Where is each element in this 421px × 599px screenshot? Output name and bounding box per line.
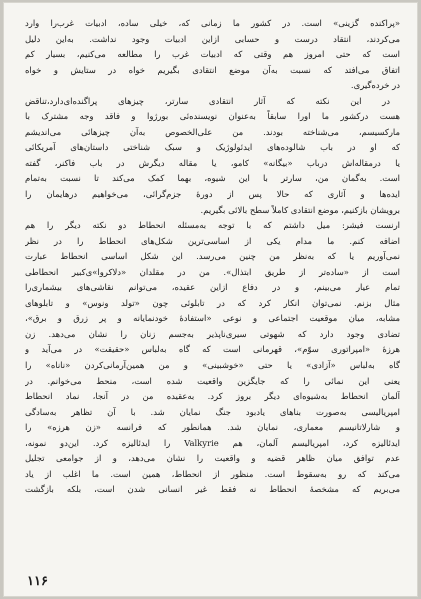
text-line: هست درکشور ما اورا سابقاً به‌عنوان نویسنده‌ئی بورژوا و فاقد وجه مشترک با: [25, 111, 400, 122]
text-line: تضادی وجود دارد که شهوتی سیری‌ناپذیر به‌جسم زنان را نشان می‌دهد. زن: [25, 328, 400, 339]
text-line: ایدئالیزه کرد، امپریالیسم آلمان، هم Valkyrie را ایدئالیزه کرد. این‌دو نمونه،: [25, 437, 400, 448]
text-line: می‌کردند، انتقاد درست و حسابی ازاین ادبیات وجود نداشت. به‌این دلیل: [25, 33, 400, 44]
page-number: ۱۱۶: [27, 574, 48, 589]
text-line: «پراکنده گزینی» است. در کشور ما زمانی که، خیلی ساده، ادبیات غرب‌را وارد: [25, 18, 400, 28]
text-line: برویشان بازکنیم، موضع انتقادی کاملاً سطح بالائی بگیریم.: [200, 204, 400, 215]
text-line: مثال بزنم. نمی‌توان انکار کرد که در تابلوئی چون «تولد ونوس» و تابلوهای: [25, 297, 400, 308]
text-line: در این نکته که آثار انتقادی سارتر، چیزهای پراگنده‌ای‌دارد،تناقض: [25, 95, 390, 106]
text-line: مشابه، میان موقعیت اجتماعی و نوعی «استفادهٔ خودنمایانه و پر زرق و برق»،: [25, 313, 400, 324]
text-line: و شارلاتانیسم معماری، نمایان شد. همانطور که فرانسه «زن هرزه» را: [25, 422, 400, 433]
text-line: می‌بریم که مشخصهٔ انحطاط نه فقط غیر انسانی شدن است، بلکه بازگشت: [25, 484, 400, 495]
text-line: که او در باب شالوده‌های ایدئولوژیک و سبک شناختی داستان‌های آمریکائی: [25, 142, 400, 153]
text-line: آلمان انحطاط به‌شیوه‌ای دیگر بروز کرد. به‌عقیده من در آنجا، نماد انحطاط: [25, 391, 400, 402]
text-line: تمام عیار می‌بینم، و در دفاع ازاین عقیده، می‌توانم نقاشی‌های بیشماری‌را: [25, 282, 400, 293]
text-line: اتفاق می‌افتد که نسبت به‌آن موضع انتقادی بگیریم خواه در ستایش و خواه: [25, 64, 400, 75]
text-line: است. به‌گمان من، سارتر با این شیوه، بهما کمک می‌کند تا نسبت به‌تمام: [25, 173, 400, 184]
text-line: ایده‌ها و آثاری که حالا پس از دورهٔ جزم‌گرائی، می‌خواهیم درهایمان را: [25, 189, 400, 200]
text-line: ارنست فیشر: میل داشتم که با توجه به‌مسئله انحطاط دو نکته دیگر را هم: [25, 220, 400, 231]
text-line: اضافه کنم. ما مدام یکی از اساسی‌ترین شکل‌های انحطاط را در نظر: [25, 235, 400, 246]
text-line: یا درمقاله‌اش درباب «بیگانه» کامو، یا مقاله دیگرش در باب فاکنر، گفته: [25, 157, 400, 168]
book-page: [3, 2, 418, 597]
text-line: نمی‌آوریم یا که به‌نظر من چنین می‌رسد. این شکل اساسی انحطاط عبارت: [25, 251, 400, 262]
text-line: امپریالیسی به‌صورت بناهای یادبود جنگ نمایان شد. با آن تظاهر به‌سادگی: [25, 406, 400, 417]
text-line: است از «ساده‌تر از طریق ابتذال». من در مقلدان «دلاکروا»ی‌کبیر انحطاطی: [25, 266, 400, 277]
text-line: می‌کند که رو به‌سقوط است. منظور از انحطاط، همین است. ما اغلب از یاد: [25, 468, 400, 479]
text-line: مارکسیسم، می‌شناخته بودند. من علی‌الخصوص به‌آن چیزهائی می‌اندیشم: [25, 126, 400, 137]
text-line: یعنی این نمائی را که جایگزین واقعیت شده است، منحط می‌خوانم. در: [25, 375, 400, 386]
text-line: عدم توافق میان ظاهر قضیه و واقعیت را نشان می‌دهد، و از جوامعی تجلیل: [25, 453, 400, 464]
text-line: است که حتی امروز هم وقتی که ادبیات غرب را مطالعه می‌کنیم، بسیار کم: [25, 49, 400, 60]
text-line: در خرده‌گیری.: [350, 80, 400, 91]
text-line: گاه به‌لباس «آزادی» یا حتی «خوشبینی» و من همین‌آرمانی‌کردن «ناناه» را: [25, 360, 400, 371]
body-text: [25, 16, 400, 568]
text-line: هرزهٔ «امپراتوری سوّم»، قهرمانی است که گاه به‌لباس «حقیقت» در می‌آید و: [25, 344, 400, 355]
